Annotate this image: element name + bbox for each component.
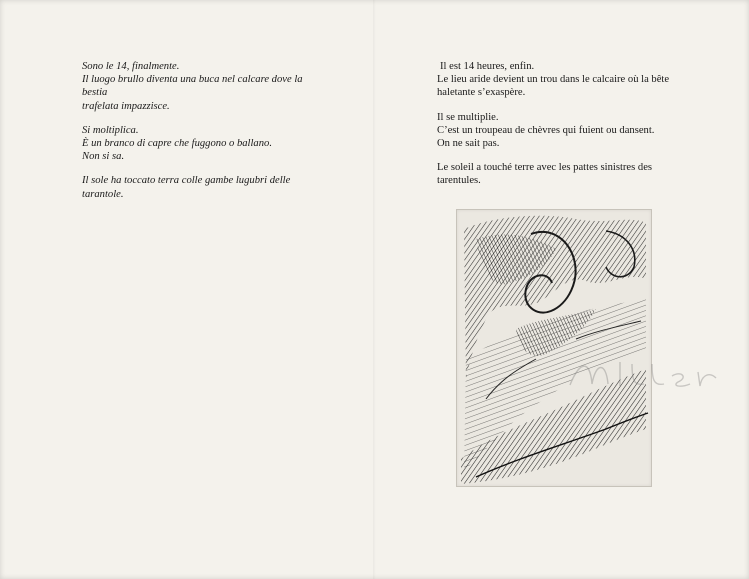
etching-drawing: [456, 209, 652, 487]
text-line: Sono le 14, finalmente.: [82, 61, 180, 72]
text-line: tarentules.: [437, 175, 481, 187]
text-line: Il luogo brullo diventa una buca nel calcare dove la bestia: [82, 74, 303, 99]
stanza-2: [82, 124, 322, 164]
text-line: On ne sait pas.: [437, 138, 500, 150]
stanza-1: [437, 60, 677, 100]
stanza-2: [437, 111, 677, 151]
text-line: Il est 14 heures, enfin.: [440, 61, 535, 72]
text-line: trafelata impazzisce.: [82, 100, 170, 112]
left-page-text: [82, 60, 322, 212]
text-line: È un branco di capre che fuggono o ballano.: [82, 138, 272, 150]
stanza-1: [82, 60, 322, 113]
text-line: Le soleil a touché terre avec les pattes sinistres des: [437, 162, 653, 174]
book-gutter: [373, 0, 376, 579]
text-line: Il sole ha toccato terra colle gambe lugubri delle tarantole.: [82, 175, 291, 200]
right-page-text: [437, 60, 677, 199]
text-line: Le lieu aride devient un trou dans le calcaire où la bête: [437, 74, 670, 86]
stanza-3: [437, 161, 677, 187]
text-line: C’est un troupeau de chèvres qui fuient ou dansent.: [437, 124, 655, 136]
text-line: Non si sa.: [82, 151, 125, 163]
text-line: Si moltiplica.: [82, 124, 139, 136]
etching-illustration: [456, 209, 652, 487]
stanza-3: [82, 174, 322, 200]
artist-signature: [560, 350, 740, 400]
text-line: haletante s’exaspère.: [437, 87, 526, 99]
text-line: Il se multiplie.: [437, 111, 499, 123]
